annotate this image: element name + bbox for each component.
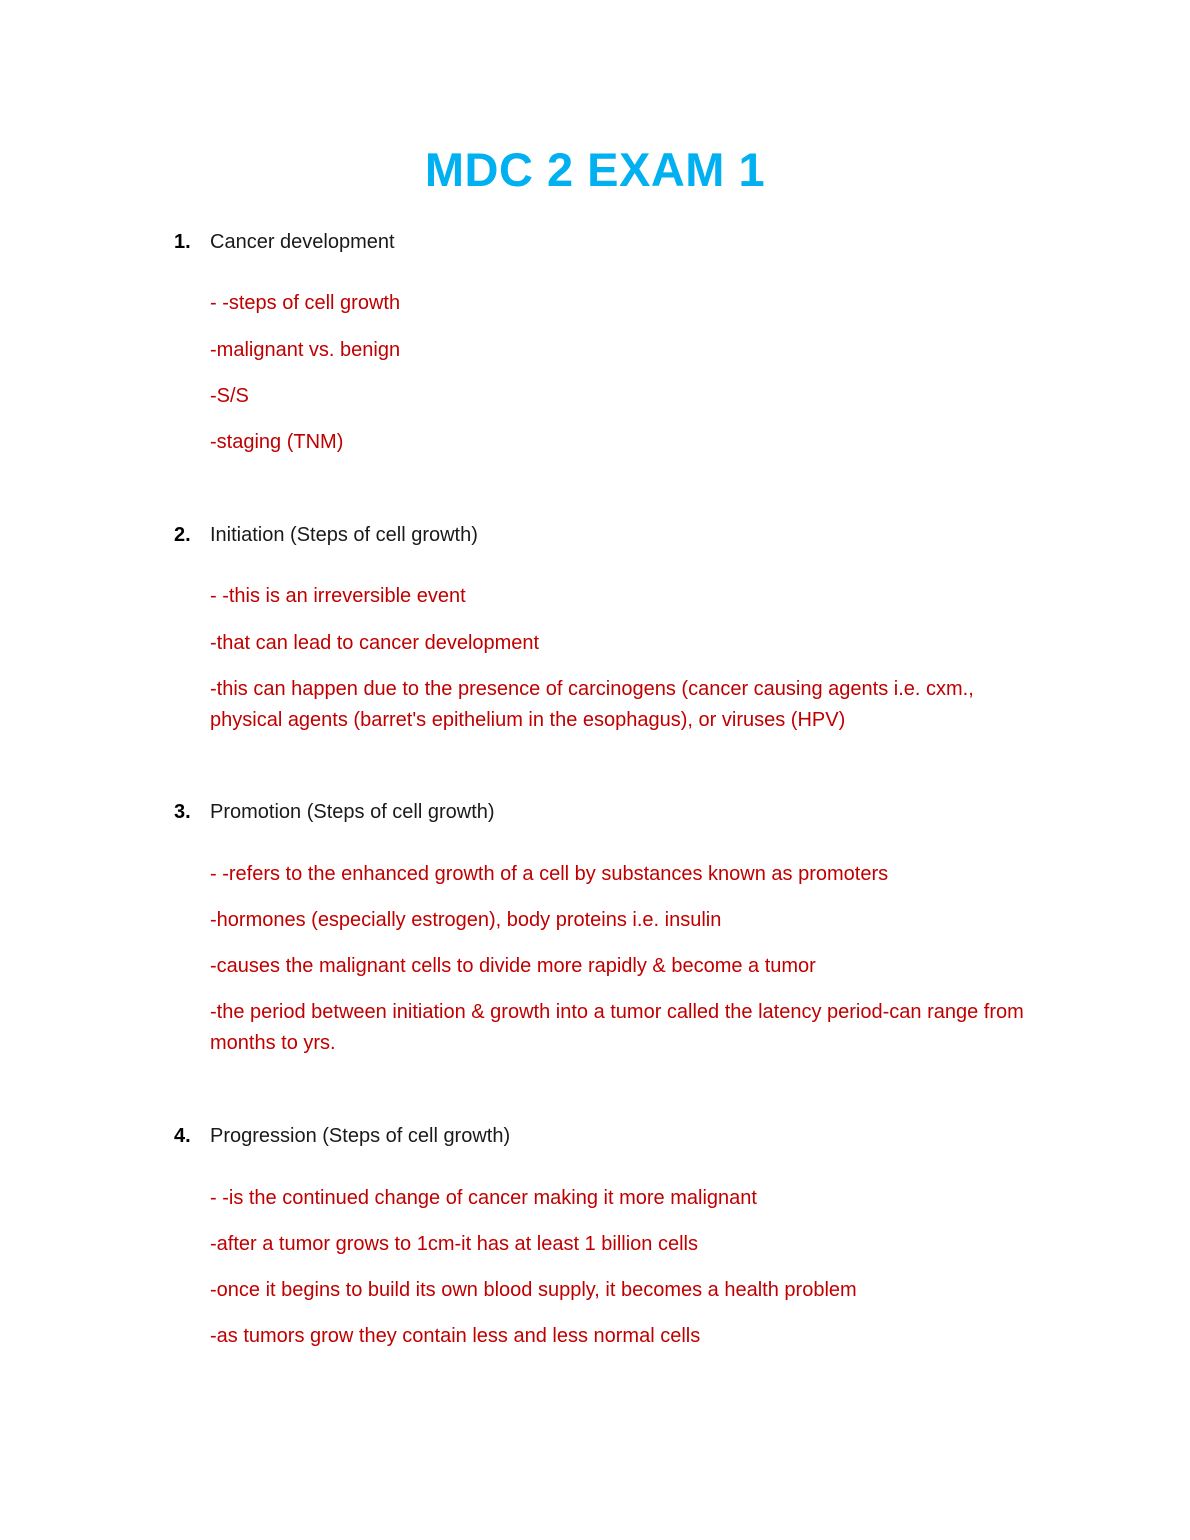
question-2-number: 2.	[174, 524, 191, 546]
question-1-answer-4: -staging (TNM)	[210, 431, 344, 453]
question-3-number: 3.	[174, 801, 191, 823]
question-3-answer-3: -causes the malignant cells to divide more rapidly & become a tumor	[210, 955, 816, 977]
question-2-answer-1: - -this is an irreversible event	[210, 585, 466, 607]
question-4-answer-4: -as tumors grow they contain less and less normal cells	[210, 1325, 701, 1347]
question-1-text: Cancer development	[210, 231, 395, 253]
question-2-answer-3: -this can happen due to the presence of carcinogens (cancer causing agents i.e. cxm., physical agents (barret's epithelium in the esophagus), or viruses (HPV)	[210, 678, 974, 731]
question-1-answer-1: - -steps of cell growth	[210, 292, 401, 314]
question-3-answer-4: -the period between initiation & growth into a tumor called the latency period-can range from months to yrs.	[210, 1001, 1024, 1054]
question-4-answer-2: -after a tumor grows to 1cm-it has at least 1 billion cells	[210, 1233, 698, 1255]
question-4-answer-1: - -is the continued change of cancer making it more malignant	[210, 1187, 757, 1209]
question-2-text: Initiation (Steps of cell growth)	[210, 524, 478, 546]
question-4-text: Progression (Steps of cell growth)	[210, 1125, 511, 1147]
question-3-text: Promotion (Steps of cell growth)	[210, 801, 495, 823]
question-1-answer-3: -S/S	[210, 385, 249, 407]
question-3-answer-1: - -refers to the enhanced growth of a cell by substances known as promoters	[210, 863, 889, 885]
question-1-answer-2: -malignant vs. benign	[210, 339, 401, 361]
question-1-number: 1.	[174, 231, 191, 253]
question-4-answer-3: -once it begins to build its own blood supply, it becomes a health problem	[210, 1279, 857, 1301]
page-title: MDC 2 EXAM 1	[424, 143, 766, 196]
question-2-answer-2: -that can lead to cancer development	[210, 632, 540, 654]
question-3-answer-2: -hormones (especially estrogen), body proteins i.e. insulin	[210, 909, 722, 931]
question-4-number: 4.	[174, 1125, 191, 1147]
